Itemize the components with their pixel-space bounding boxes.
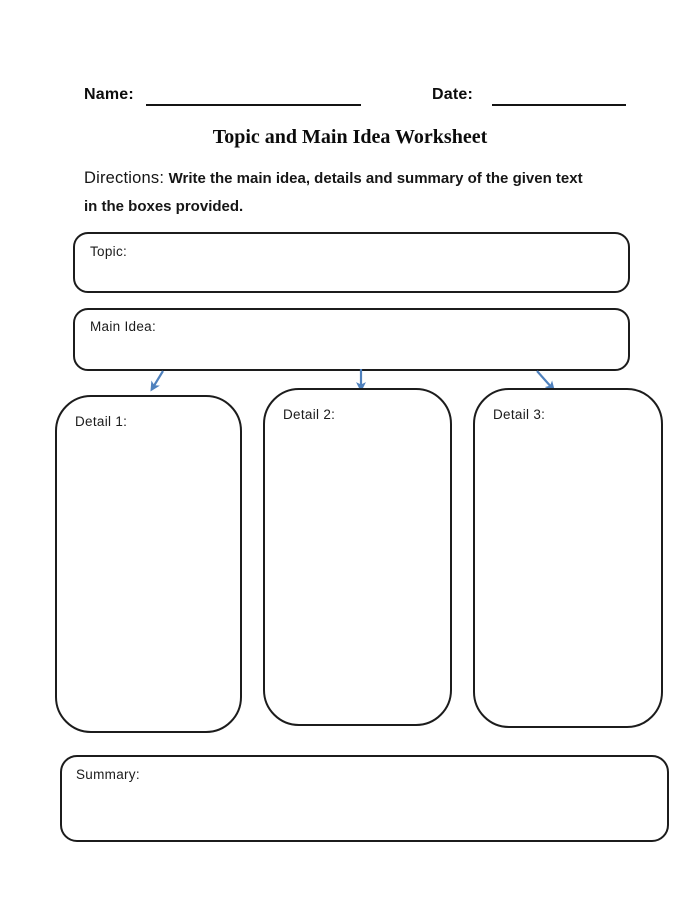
- topic-box: [73, 232, 630, 293]
- topic-label: Topic:: [90, 244, 128, 259]
- name-label: Name:: [84, 86, 134, 103]
- name-fill-line: [146, 88, 361, 106]
- arrow-down-left-icon: [152, 371, 163, 389]
- detail-box-1: [55, 395, 242, 733]
- detail-3-label: Detail 3:: [493, 407, 546, 422]
- detail-2-label: Detail 2:: [283, 407, 336, 422]
- summary-box: [60, 755, 669, 842]
- directions-lead: Directions:: [84, 169, 165, 187]
- date-label: Date:: [432, 86, 474, 103]
- date-fill-line: [492, 88, 626, 106]
- detail-box-2: [263, 388, 452, 726]
- main-idea-label: Main Idea:: [90, 319, 157, 334]
- directions-line-1: [84, 164, 644, 193]
- directions-body-2: in the boxes provided.: [84, 198, 244, 215]
- directions-text: [84, 164, 644, 221]
- summary-label: Summary:: [76, 767, 140, 782]
- directions-body-1: Write the main idea, details and summary of the given text: [168, 170, 583, 187]
- detail-1-label: Detail 1:: [75, 414, 128, 429]
- detail-box-3: [473, 388, 663, 728]
- arrow-down-right-icon: [537, 371, 553, 389]
- main-idea-box: [73, 308, 630, 371]
- page-title: Topic and Main Idea Worksheet: [212, 126, 488, 148]
